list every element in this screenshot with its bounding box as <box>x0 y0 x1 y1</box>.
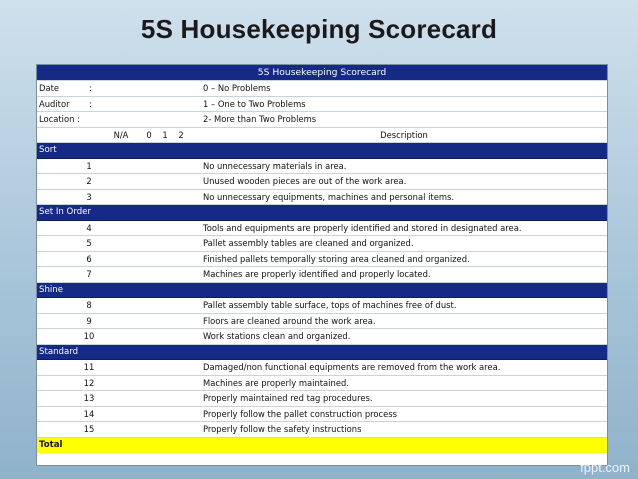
item-number: 4 <box>37 220 141 236</box>
score-0-cell[interactable] <box>141 298 157 314</box>
item-number: 15 <box>37 422 141 438</box>
score-0-cell[interactable] <box>141 375 157 391</box>
slide-title: 5S Housekeeping Scorecard <box>140 14 498 44</box>
score-na-cell[interactable] <box>189 267 201 283</box>
checklist-row <box>37 406 607 422</box>
score-na-cell[interactable] <box>189 391 201 407</box>
score-2-cell[interactable] <box>173 251 189 267</box>
item-number: 13 <box>37 391 141 407</box>
score-0-cell[interactable] <box>141 313 157 329</box>
scorecard-sheet <box>36 64 608 466</box>
item-description: Machines are properly identified and properly located. <box>201 267 607 283</box>
score-legend: 0 – No Problems <box>201 81 607 97</box>
score-0-cell[interactable] <box>141 220 157 236</box>
score-na-cell[interactable] <box>189 329 201 345</box>
score-0-cell[interactable] <box>141 360 157 376</box>
item-number: 2 <box>37 174 141 190</box>
col-2: 2 <box>173 127 189 143</box>
item-description: Properly follow the pallet construction process <box>201 406 607 422</box>
score-2-cell[interactable] <box>173 375 189 391</box>
checklist-row <box>37 189 607 205</box>
score-2-cell[interactable] <box>173 298 189 314</box>
score-1-cell[interactable] <box>157 189 173 205</box>
item-description: Pallet assembly tables are cleaned and organized. <box>201 236 607 252</box>
item-description: Damaged/non functional equipments are removed from the work area. <box>201 360 607 376</box>
score-legend: 1 – One to Two Problems <box>201 96 607 112</box>
score-na-cell[interactable] <box>189 360 201 376</box>
item-number: 1 <box>37 158 141 174</box>
item-description: Properly maintained red tag procedures. <box>201 391 607 407</box>
section-row <box>37 205 607 221</box>
score-na-cell[interactable] <box>189 422 201 438</box>
score-na-cell[interactable] <box>189 174 201 190</box>
item-description: Machines are properly maintained. <box>201 375 607 391</box>
info-colon: : <box>87 81 101 97</box>
watermark-logo: fppt.com <box>580 460 630 475</box>
item-number: 5 <box>37 236 141 252</box>
score-0-cell[interactable] <box>141 189 157 205</box>
score-1-cell[interactable] <box>157 406 173 422</box>
item-number: 3 <box>37 189 141 205</box>
info-colon: : <box>87 96 101 112</box>
score-2-cell[interactable] <box>173 158 189 174</box>
score-2-cell[interactable] <box>173 174 189 190</box>
score-1-cell[interactable] <box>157 174 173 190</box>
item-description: Finished pallets temporally storing area cleaned and organized. <box>201 251 607 267</box>
checklist-row <box>37 375 607 391</box>
score-2-cell[interactable] <box>173 220 189 236</box>
score-1-cell[interactable] <box>157 236 173 252</box>
item-description: No unnecessary materials in area. <box>201 158 607 174</box>
checklist-row <box>37 220 607 236</box>
score-0-cell[interactable] <box>141 422 157 438</box>
col-0: 0 <box>141 127 157 143</box>
scorecard-body <box>37 65 607 453</box>
checklist-row <box>37 251 607 267</box>
score-0-cell[interactable] <box>141 174 157 190</box>
item-description: No unnecessary equipments, machines and personal items. <box>201 189 607 205</box>
checklist-row <box>37 391 607 407</box>
section-row <box>37 344 607 360</box>
item-number: 7 <box>37 267 141 283</box>
checklist-row <box>37 236 607 252</box>
checklist-row <box>37 158 607 174</box>
score-na-cell[interactable] <box>189 298 201 314</box>
item-number: 6 <box>37 251 141 267</box>
item-number: 12 <box>37 375 141 391</box>
score-na-cell[interactable] <box>189 375 201 391</box>
score-2-cell[interactable] <box>173 360 189 376</box>
section-label: Shine <box>37 282 607 298</box>
section-row <box>37 143 607 159</box>
checklist-row <box>37 329 607 345</box>
checklist-row <box>37 298 607 314</box>
score-na-cell[interactable] <box>189 220 201 236</box>
score-legend: 2- More than Two Problems <box>201 112 607 128</box>
total-score-cell[interactable] <box>141 437 607 453</box>
scorecard-header-row <box>37 65 607 81</box>
score-na-cell[interactable] <box>189 158 201 174</box>
score-0-cell[interactable] <box>141 158 157 174</box>
info-row <box>37 96 607 112</box>
score-2-cell[interactable] <box>173 236 189 252</box>
score-1-cell[interactable] <box>157 220 173 236</box>
checklist-row <box>37 360 607 376</box>
score-na-cell[interactable] <box>189 251 201 267</box>
score-na-cell[interactable] <box>189 236 201 252</box>
total-row <box>37 437 607 453</box>
score-1-cell[interactable] <box>157 391 173 407</box>
score-0-cell[interactable] <box>141 267 157 283</box>
col-1: 1 <box>157 127 173 143</box>
scorecard-header: 5S Housekeeping Scorecard <box>37 65 607 81</box>
checklist-row <box>37 267 607 283</box>
score-1-cell[interactable] <box>157 360 173 376</box>
item-number: 10 <box>37 329 141 345</box>
score-1-cell[interactable] <box>157 298 173 314</box>
info-label: Auditor <box>37 96 87 112</box>
score-na-cell[interactable] <box>189 313 201 329</box>
total-label: Total <box>37 437 141 453</box>
checklist-row <box>37 174 607 190</box>
column-header-row <box>37 127 607 143</box>
score-na-cell[interactable] <box>189 406 201 422</box>
info-colon <box>87 112 101 128</box>
score-2-cell[interactable] <box>173 422 189 438</box>
item-description: Floors are cleaned around the work area. <box>201 313 607 329</box>
item-description: Work stations clean and organized. <box>201 329 607 345</box>
score-2-cell[interactable] <box>173 313 189 329</box>
section-label: Set In Order <box>37 205 607 221</box>
score-1-cell[interactable] <box>157 267 173 283</box>
score-1-cell[interactable] <box>157 329 173 345</box>
section-row <box>37 282 607 298</box>
item-number: 11 <box>37 360 141 376</box>
item-description: Pallet assembly table surface, tops of machines free of dust. <box>201 298 607 314</box>
score-1-cell[interactable] <box>157 158 173 174</box>
checklist-row <box>37 422 607 438</box>
info-value[interactable] <box>101 112 201 128</box>
info-value[interactable] <box>101 96 201 112</box>
score-2-cell[interactable] <box>173 391 189 407</box>
score-1-cell[interactable] <box>157 313 173 329</box>
col-description: Description <box>201 127 607 143</box>
score-2-cell[interactable] <box>173 406 189 422</box>
item-number: 14 <box>37 406 141 422</box>
section-label: Standard <box>37 344 607 360</box>
header-spacer <box>37 127 101 143</box>
info-value[interactable] <box>101 81 201 97</box>
scorecard-table <box>37 65 607 453</box>
score-2-cell[interactable] <box>173 267 189 283</box>
item-number: 8 <box>37 298 141 314</box>
score-1-cell[interactable] <box>157 251 173 267</box>
score-na-cell[interactable] <box>189 189 201 205</box>
score-2-cell[interactable] <box>173 189 189 205</box>
score-1-cell[interactable] <box>157 422 173 438</box>
section-label: Sort <box>37 143 607 159</box>
score-1-cell[interactable] <box>157 375 173 391</box>
item-number: 9 <box>37 313 141 329</box>
col-na: N/A <box>101 127 141 143</box>
header-gap <box>189 127 201 143</box>
score-0-cell[interactable] <box>141 406 157 422</box>
info-row <box>37 81 607 97</box>
score-0-cell[interactable] <box>141 236 157 252</box>
item-description: Properly follow the safety instructions <box>201 422 607 438</box>
item-description: Unused wooden pieces are out of the work area. <box>201 174 607 190</box>
score-0-cell[interactable] <box>141 251 157 267</box>
info-label: Location : <box>37 112 87 128</box>
checklist-row <box>37 313 607 329</box>
score-0-cell[interactable] <box>141 329 157 345</box>
score-0-cell[interactable] <box>141 391 157 407</box>
item-description: Tools and equipments are properly identified and stored in designated area. <box>201 220 607 236</box>
info-row <box>37 112 607 128</box>
info-label: Date <box>37 81 87 97</box>
score-2-cell[interactable] <box>173 329 189 345</box>
